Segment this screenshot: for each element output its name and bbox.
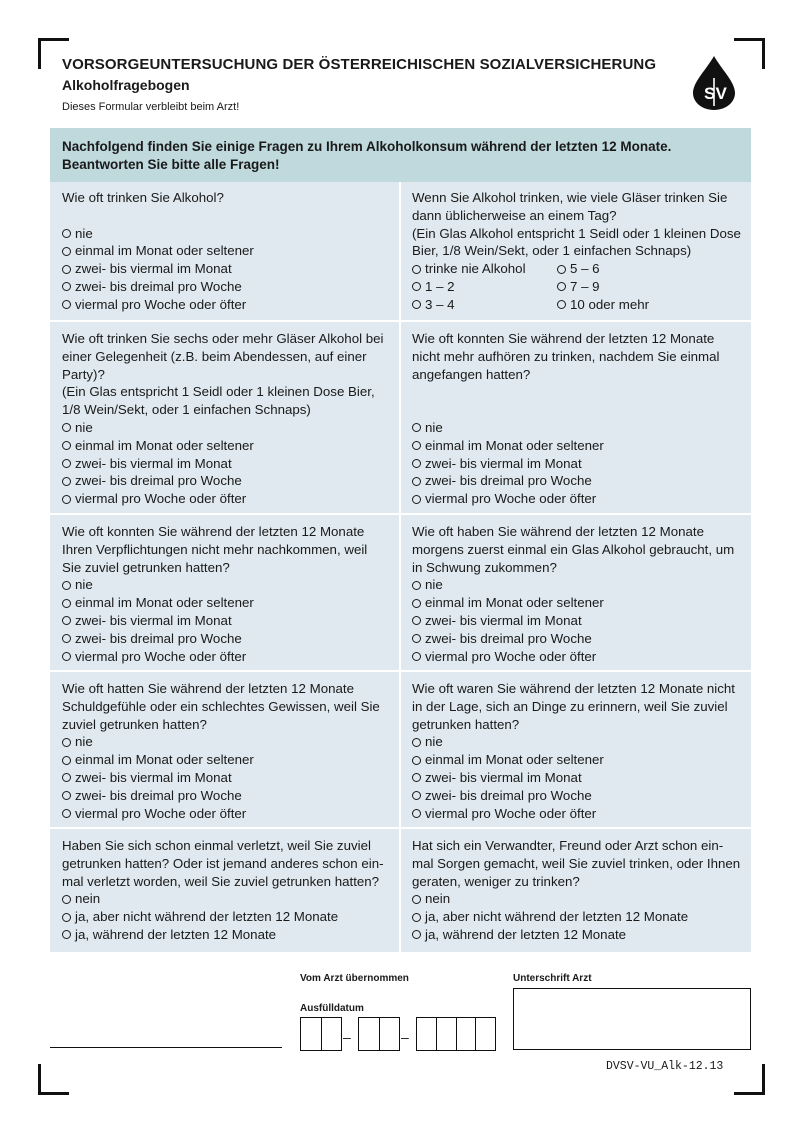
option-zwei-bis-viermal-monat[interactable] — [412, 612, 748, 630]
radio-icon[interactable] — [62, 495, 71, 504]
sv-logo-icon — [692, 56, 736, 110]
option-3-4[interactable] — [412, 296, 557, 314]
question-3 — [62, 330, 398, 508]
option-label: nein — [75, 891, 101, 907]
option-nein[interactable] — [62, 890, 398, 908]
option-label: nie — [425, 419, 443, 435]
option-viermal-woche[interactable] — [412, 805, 748, 823]
option-label: zwei- bis viermal im Monat — [75, 455, 232, 471]
question-line: morgens zuerst einmal ein Glas Alkohol gebraucht, um — [412, 541, 735, 557]
radio-icon[interactable] — [412, 913, 421, 922]
option-label: viermal pro Woche oder öfter — [75, 805, 247, 821]
intro-line-2: Beantworten Sie bitte alle Fragen! — [62, 157, 280, 172]
question-line: zuviel getrunken hatten? — [62, 716, 207, 732]
question-line: Schuldgefühle oder ein schlechtes Gewissen, weil Sie — [62, 698, 380, 714]
option-nie[interactable] — [412, 419, 748, 437]
option-trinke-nie[interactable] — [412, 260, 557, 278]
radio-icon[interactable] — [62, 459, 71, 468]
option-label: nein — [425, 891, 451, 907]
radio-icon[interactable] — [62, 423, 71, 432]
radio-icon[interactable] — [557, 282, 566, 291]
option-zwei-bis-dreimal-woche[interactable] — [412, 472, 748, 490]
date-digit-box[interactable] — [437, 1018, 457, 1050]
radio-icon[interactable] — [62, 756, 71, 765]
option-einmal-im-monat[interactable] — [412, 751, 748, 769]
crop-mark-bottom-left — [38, 1064, 69, 1095]
row-divider — [50, 320, 751, 322]
option-viermal-woche[interactable] — [412, 490, 748, 508]
question-text — [62, 837, 398, 890]
question-line: Wie oft waren Sie während der letzten 12 Monate nicht — [412, 681, 735, 696]
question-spacer — [62, 207, 398, 225]
option-label: ja, aber nicht während der letzten 12 Monate — [425, 909, 689, 925]
option-viermal-woche[interactable] — [62, 296, 398, 314]
radio-icon[interactable] — [412, 616, 421, 625]
option-viermal-woche[interactable] — [62, 805, 398, 823]
date-separator: – — [343, 1029, 351, 1045]
patient-signature-line[interactable] — [50, 1047, 282, 1048]
option-label: einmal im Monat oder seltener — [425, 595, 604, 611]
radio-icon[interactable] — [62, 616, 71, 625]
question-line: in der Lage, sich an Dinge zu erinnern, weil Sie zuviel — [412, 698, 728, 714]
option-label: viermal pro Woche oder öfter — [425, 648, 597, 664]
radio-icon[interactable] — [62, 599, 71, 608]
option-einmal-im-monat[interactable] — [62, 594, 398, 612]
option-zwei-bis-viermal-monat[interactable] — [62, 260, 398, 278]
radio-icon[interactable] — [62, 282, 71, 291]
option-nie[interactable] — [62, 225, 398, 243]
radio-icon[interactable] — [412, 634, 421, 643]
option-einmal-im-monat[interactable] — [62, 242, 398, 260]
radio-icon[interactable] — [412, 441, 421, 450]
radio-icon[interactable] — [412, 791, 421, 800]
option-label: ja, aber nicht während der letzten 12 Monate — [75, 909, 339, 925]
question-line: angefangen hatten? — [412, 366, 531, 382]
radio-icon[interactable] — [412, 300, 421, 309]
option-zwei-bis-dreimal-woche[interactable] — [62, 630, 398, 648]
form-code: DVSV-VU_Alk-12.13 — [606, 1060, 724, 1073]
radio-icon[interactable] — [412, 459, 421, 468]
radio-icon[interactable] — [62, 300, 71, 309]
question-line: getrunken hatten? Oder ist jemand anderes schon ein- — [62, 855, 384, 871]
option-zwei-bis-viermal-monat[interactable] — [62, 612, 398, 630]
question-text — [412, 189, 748, 260]
option-einmal-im-monat[interactable] — [412, 594, 748, 612]
question-line: Sie zuviel getrunken hatten? — [62, 559, 230, 575]
option-label: 5 – 6 — [570, 261, 600, 277]
radio-icon[interactable] — [62, 773, 71, 782]
questionnaire — [50, 128, 751, 952]
option-zwei-bis-dreimal-woche[interactable] — [62, 472, 398, 490]
option-label: 7 – 9 — [570, 278, 600, 294]
option-label: zwei- bis viermal im Monat — [75, 261, 232, 277]
option-label: zwei- bis viermal im Monat — [425, 612, 582, 628]
question-1 — [62, 189, 398, 314]
question-line: nicht mehr aufhören zu trinken, nachdem Sie einmal — [412, 348, 720, 364]
form-header — [62, 56, 662, 114]
question-line: Bier, 1/8 Wein/Sekt, oder 1 einfachen Schnaps) — [412, 243, 692, 259]
question-line: geraten, weniger zu trinken? — [412, 873, 580, 889]
radio-icon[interactable] — [62, 930, 71, 939]
option-label: nie — [75, 419, 93, 435]
row-divider — [50, 670, 751, 672]
logo-letter-v: V — [715, 84, 727, 103]
radio-icon[interactable] — [62, 265, 71, 274]
option-label: nie — [75, 577, 93, 593]
question-text — [412, 837, 748, 890]
option-label: zwei- bis dreimal pro Woche — [75, 278, 242, 294]
option-5-6[interactable] — [557, 260, 707, 278]
option-zwei-bis-viermal-monat[interactable] — [62, 769, 398, 787]
question-line: Wie oft konnten Sie während der letzten 12 Monate — [62, 524, 365, 539]
question-line: Wie oft haben Sie während der letzten 12 Monate — [412, 524, 704, 539]
form-subtitle: Alkoholfragebogen — [62, 77, 190, 93]
question-7 — [62, 680, 398, 822]
option-label: 1 – 2 — [425, 278, 455, 294]
radio-icon[interactable] — [412, 738, 421, 747]
radio-icon[interactable] — [62, 247, 71, 256]
radio-icon[interactable] — [62, 738, 71, 747]
radio-icon[interactable] — [412, 809, 421, 818]
radio-icon[interactable] — [412, 895, 421, 904]
question-2 — [412, 189, 748, 314]
option-label: viermal pro Woche oder öfter — [425, 805, 597, 821]
radio-icon[interactable] — [412, 265, 421, 274]
question-text — [412, 523, 748, 576]
option-label: zwei- bis viermal im Monat — [75, 769, 232, 785]
question-9 — [62, 837, 398, 944]
doctor-signature-field[interactable] — [513, 988, 751, 1050]
radio-icon[interactable] — [412, 282, 421, 291]
question-line: einer Gelegenheit (z.B. beim Abendessen, auf einer — [62, 348, 367, 364]
date-separator: – — [401, 1029, 409, 1045]
radio-icon[interactable] — [412, 581, 421, 590]
option-label: zwei- bis dreimal pro Woche — [75, 787, 242, 803]
option-label: zwei- bis dreimal pro Woche — [425, 787, 592, 803]
option-zwei-bis-viermal-monat[interactable] — [412, 769, 748, 787]
option-label: einmal im Monat oder seltener — [75, 752, 254, 768]
radio-icon[interactable] — [62, 634, 71, 643]
option-ja-nicht-letzte-12-monate[interactable] — [62, 908, 398, 926]
question-line: Hat sich ein Verwandter, Freund oder Arzt schon ein- — [412, 838, 724, 853]
radio-icon[interactable] — [412, 495, 421, 504]
option-10-oder-mehr[interactable] — [557, 296, 707, 314]
option-label: einmal im Monat oder seltener — [425, 437, 604, 453]
date-digit-box[interactable] — [359, 1018, 380, 1050]
option-label: zwei- bis viermal im Monat — [425, 769, 582, 785]
question-text — [62, 189, 398, 225]
radio-icon[interactable] — [412, 930, 421, 939]
option-einmal-im-monat[interactable] — [62, 437, 398, 455]
radio-icon[interactable] — [412, 756, 421, 765]
radio-icon[interactable] — [62, 895, 71, 904]
question-text — [62, 680, 398, 733]
option-zwei-bis-dreimal-woche[interactable] — [412, 787, 748, 805]
logo-letter-s: S — [704, 84, 716, 103]
radio-icon[interactable] — [557, 300, 566, 309]
question-line: mal Sorgen gemacht, weil Sie zuviel trinken, oder Ihnen — [412, 855, 741, 871]
option-label: 10 oder mehr — [570, 296, 650, 312]
form-title: VORSORGEUNTERSUCHUNG DER ÖSTERREICHISCHEN SOZIALVERSICHERUNG — [62, 56, 657, 73]
radio-icon[interactable] — [62, 913, 71, 922]
date-day-field[interactable] — [300, 1017, 342, 1051]
question-line: Wie oft trinken Sie Alkohol? — [62, 190, 224, 205]
question-line: getrunken hatten? — [412, 716, 520, 732]
date-month-field[interactable] — [358, 1017, 400, 1051]
date-year-field[interactable] — [416, 1017, 496, 1051]
option-ja-letzte-12-monate[interactable] — [412, 926, 748, 944]
radio-icon[interactable] — [62, 581, 71, 590]
option-einmal-im-monat[interactable] — [62, 751, 398, 769]
question-line: Wenn Sie Alkohol trinken, wie viele Gläser trinken Sie — [412, 190, 728, 205]
option-nie[interactable] — [412, 576, 748, 594]
question-line: dann üblicherweise an einem Tag? — [412, 207, 617, 223]
date-digit-box[interactable] — [417, 1018, 437, 1050]
option-label: nie — [425, 734, 443, 750]
crop-mark-bottom-right — [734, 1064, 765, 1095]
question-text — [412, 680, 748, 733]
option-viermal-woche[interactable] — [62, 648, 398, 666]
option-ja-letzte-12-monate[interactable] — [62, 926, 398, 944]
option-label: viermal pro Woche oder öfter — [75, 491, 247, 507]
option-1-2[interactable] — [412, 278, 557, 296]
option-label: einmal im Monat oder seltener — [75, 437, 254, 453]
option-viermal-woche[interactable] — [412, 648, 748, 666]
date-digit-box[interactable] — [301, 1018, 322, 1050]
question-line: Wie oft konnten Sie während der letzten 12 Monate — [412, 331, 715, 346]
row-divider — [50, 827, 751, 829]
option-label: zwei- bis viermal im Monat — [425, 455, 582, 471]
question-text — [412, 330, 748, 419]
radio-icon[interactable] — [62, 809, 71, 818]
option-label: einmal im Monat oder seltener — [75, 595, 254, 611]
radio-icon[interactable] — [62, 791, 71, 800]
option-nie[interactable] — [62, 733, 398, 751]
ausfuelldatum-label: Ausfülldatum — [300, 1003, 364, 1014]
question-spacer — [412, 401, 748, 419]
question-4 — [412, 330, 748, 508]
option-label: viermal pro Woche oder öfter — [425, 491, 597, 507]
question-text — [62, 523, 398, 576]
option-label: ja, während der letzten 12 Monate — [75, 926, 277, 942]
option-label: zwei- bis dreimal pro Woche — [75, 630, 242, 646]
option-label: 3 – 4 — [425, 296, 455, 312]
option-zwei-bis-dreimal-woche[interactable] — [412, 630, 748, 648]
option-zwei-bis-dreimal-woche[interactable] — [62, 278, 398, 296]
radio-icon[interactable] — [62, 441, 71, 450]
radio-icon[interactable] — [62, 477, 71, 486]
radio-icon[interactable] — [62, 229, 71, 238]
radio-icon[interactable] — [412, 477, 421, 486]
option-7-9[interactable] — [557, 278, 707, 296]
option-label: zwei- bis dreimal pro Woche — [75, 473, 242, 489]
option-label: zwei- bis dreimal pro Woche — [425, 473, 592, 489]
question-10 — [412, 837, 748, 944]
option-ja-nicht-letzte-12-monate[interactable] — [412, 908, 748, 926]
option-grid — [412, 260, 748, 313]
question-6 — [412, 523, 748, 665]
radio-icon[interactable] — [412, 599, 421, 608]
option-label: nie — [75, 225, 93, 241]
option-label: nie — [425, 577, 443, 593]
option-nie[interactable] — [412, 733, 748, 751]
option-einmal-im-monat[interactable] — [412, 437, 748, 455]
question-line: Haben Sie sich schon einmal verletzt, weil Sie zuviel — [62, 838, 371, 853]
option-viermal-woche[interactable] — [62, 490, 398, 508]
vom-arzt-label: Vom Arzt übernommen — [300, 973, 409, 984]
option-label: einmal im Monat oder seltener — [75, 243, 254, 259]
crop-mark-top-right — [734, 38, 765, 69]
unterschrift-label: Unterschrift Arzt — [513, 973, 592, 984]
radio-icon[interactable] — [557, 265, 566, 274]
radio-icon[interactable] — [62, 652, 71, 661]
date-digit-box[interactable] — [322, 1018, 341, 1050]
intro-banner — [50, 128, 751, 182]
question-line: Wie oft hatten Sie während der letzten 12 Monate — [62, 681, 354, 696]
question-8 — [412, 680, 748, 822]
option-label: zwei- bis dreimal pro Woche — [425, 630, 592, 646]
question-spacer — [412, 383, 748, 401]
option-zwei-bis-dreimal-woche[interactable] — [62, 787, 398, 805]
radio-icon[interactable] — [412, 773, 421, 782]
question-line: Ihren Verpflichtungen nicht mehr nachkommen, weil — [62, 541, 368, 557]
date-digit-box[interactable] — [380, 1018, 399, 1050]
option-label: ja, während der letzten 12 Monate — [425, 926, 627, 942]
form-note: Dieses Formular verbleibt beim Arzt! — [62, 101, 240, 113]
date-digit-box[interactable] — [476, 1018, 495, 1050]
option-nie[interactable] — [62, 576, 398, 594]
option-zwei-bis-viermal-monat[interactable] — [412, 455, 748, 473]
row-divider — [50, 513, 751, 515]
question-line: mal verletzt worden, weil Sie zuviel getrunken hatten? — [62, 873, 380, 889]
question-line: (Ein Glas Alkohol entspricht 1 Seidl oder 1 kleinen Dose — [412, 225, 741, 241]
option-label: viermal pro Woche oder öfter — [75, 648, 247, 664]
option-nie[interactable] — [62, 419, 398, 437]
question-line: Wie oft trinken Sie sechs oder mehr Gläser Alkohol bei — [62, 331, 384, 346]
intro-line-1: Nachfolgend finden Sie einige Fragen zu Ihrem Alkoholkonsum während der letzten 12 Monate. — [62, 139, 672, 154]
radio-icon[interactable] — [412, 652, 421, 661]
option-zwei-bis-viermal-monat[interactable] — [62, 455, 398, 473]
radio-icon[interactable] — [412, 423, 421, 432]
column-divider — [399, 182, 401, 952]
question-5 — [62, 523, 398, 665]
question-line: 1/8 Wein/Sekt, oder 1 einfachen Schnaps) — [62, 402, 311, 418]
option-label: nie — [75, 734, 93, 750]
question-line: (Ein Glas entspricht 1 Seidl oder 1 kleinen Dose Bier, — [62, 384, 375, 400]
question-text — [62, 330, 398, 419]
option-label: viermal pro Woche oder öfter — [75, 296, 247, 312]
option-nein[interactable] — [412, 890, 748, 908]
question-line: Party)? — [62, 366, 105, 382]
option-label: trinke nie Alkohol — [425, 261, 526, 277]
option-label: zwei- bis viermal im Monat — [75, 612, 232, 628]
date-digit-box[interactable] — [457, 1018, 477, 1050]
option-label: einmal im Monat oder seltener — [425, 752, 604, 768]
question-line: in Schwung zukommen? — [412, 559, 557, 575]
